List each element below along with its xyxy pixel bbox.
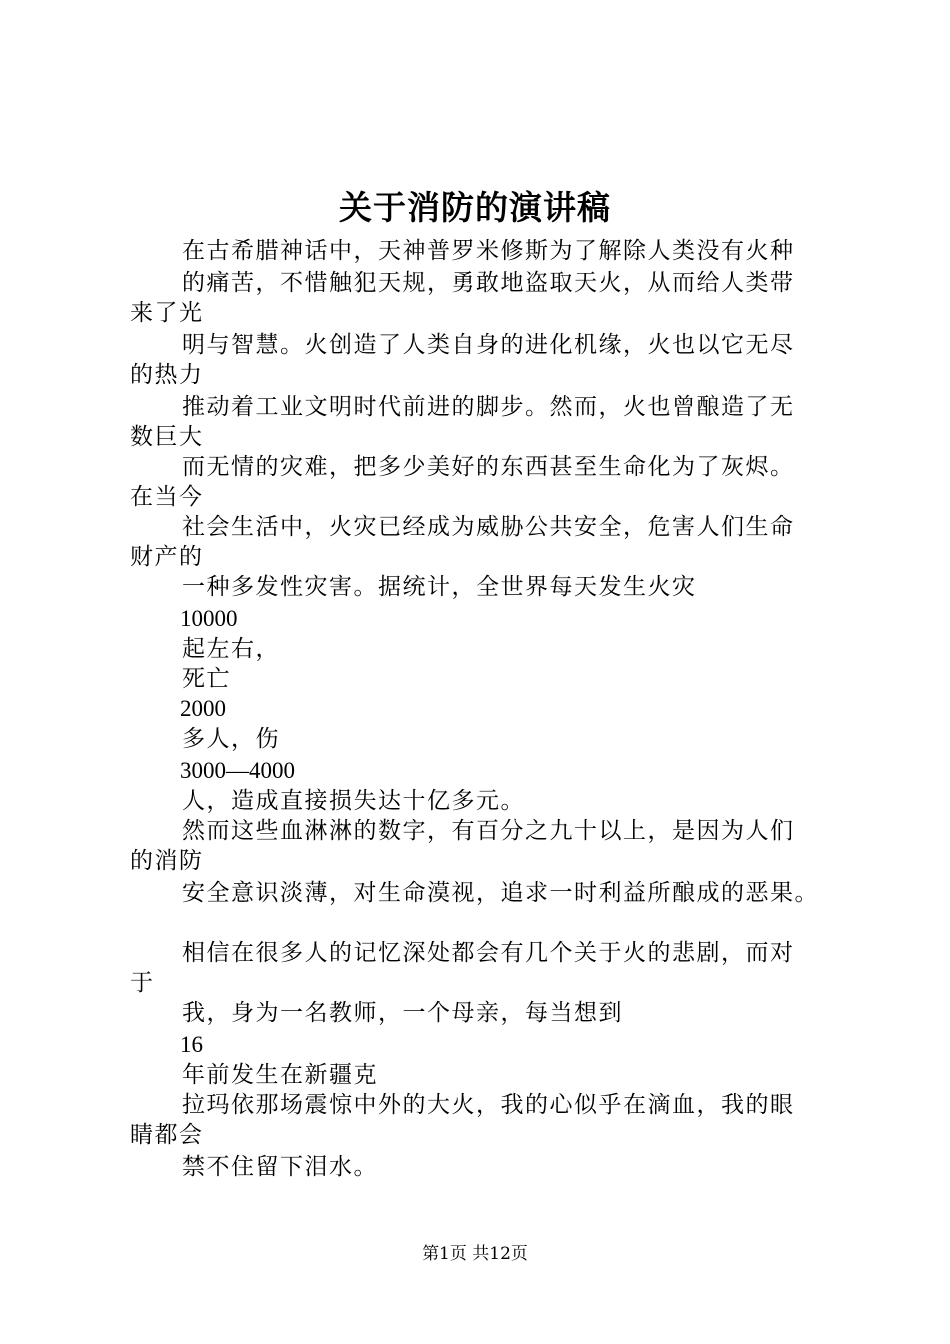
text-line: 多人，伤 xyxy=(182,726,280,752)
text-line: 安全意识淡薄，对生命漠视，追求一时利益所酿成的恶果。 xyxy=(182,880,819,906)
text-line: 在古希腊神话中，天神普罗米修斯为了解除人类没有火种 xyxy=(182,238,795,264)
text-line: 年前发生在新疆克 xyxy=(182,1062,378,1088)
text-line: 于 xyxy=(130,970,155,996)
page-number-footer: 第1页 共12页 xyxy=(422,1244,528,1264)
document-title: 关于消防的演讲稿 xyxy=(339,188,611,227)
text-line: 数巨大 xyxy=(130,424,204,450)
text-line: 我，身为一名教师，一个母亲，每当想到 xyxy=(182,1000,623,1026)
text-line: 社会生活中，火灾已经成为威胁公共安全，危害人们生命 xyxy=(182,514,795,540)
text-line: 16 xyxy=(180,1032,203,1057)
text-line: 10000 xyxy=(180,606,238,631)
text-line: 禁不住留下泪水。 xyxy=(182,1154,378,1180)
text-line: 起左右， xyxy=(182,636,280,662)
text-line: 明与智慧。火创造了人类自身的进化机缘，火也以它无尽 xyxy=(182,332,795,358)
text-line: 而无情的灾难，把多少美好的东西甚至生命化为了灰烬。 xyxy=(182,454,795,480)
text-line: 的痛苦，不惜触犯天规，勇敢地盗取天火，从而给人类带 xyxy=(182,270,795,296)
text-line: 在当今 xyxy=(130,484,204,510)
text-line: 2000 xyxy=(180,696,226,721)
text-line: 来了光 xyxy=(130,300,204,326)
text-line: 3000—4000 xyxy=(180,758,295,783)
text-line: 拉玛依那场震惊中外的大火，我的心似乎在滴血，我的眼 xyxy=(182,1092,795,1118)
text-line: 死亡 xyxy=(182,666,231,692)
text-line: 的热力 xyxy=(130,362,204,388)
text-line: 的消防 xyxy=(130,848,204,874)
text-line: 睛都会 xyxy=(130,1122,204,1148)
text-line: 人，造成直接损失达十亿多元。 xyxy=(182,788,525,814)
text-line: 一种多发性灾害。据统计，全世界每天发生火灾 xyxy=(182,574,697,600)
text-line: 相信在很多人的记忆深处都会有几个关于火的悲剧，而对 xyxy=(182,940,795,966)
text-line: 财产的 xyxy=(130,544,204,570)
text-line: 推动着工业文明时代前进的脚步。然而，火也曾酿造了无 xyxy=(182,394,795,420)
text-line: 然而这些血淋淋的数字，有百分之九十以上，是因为人们 xyxy=(182,818,795,844)
